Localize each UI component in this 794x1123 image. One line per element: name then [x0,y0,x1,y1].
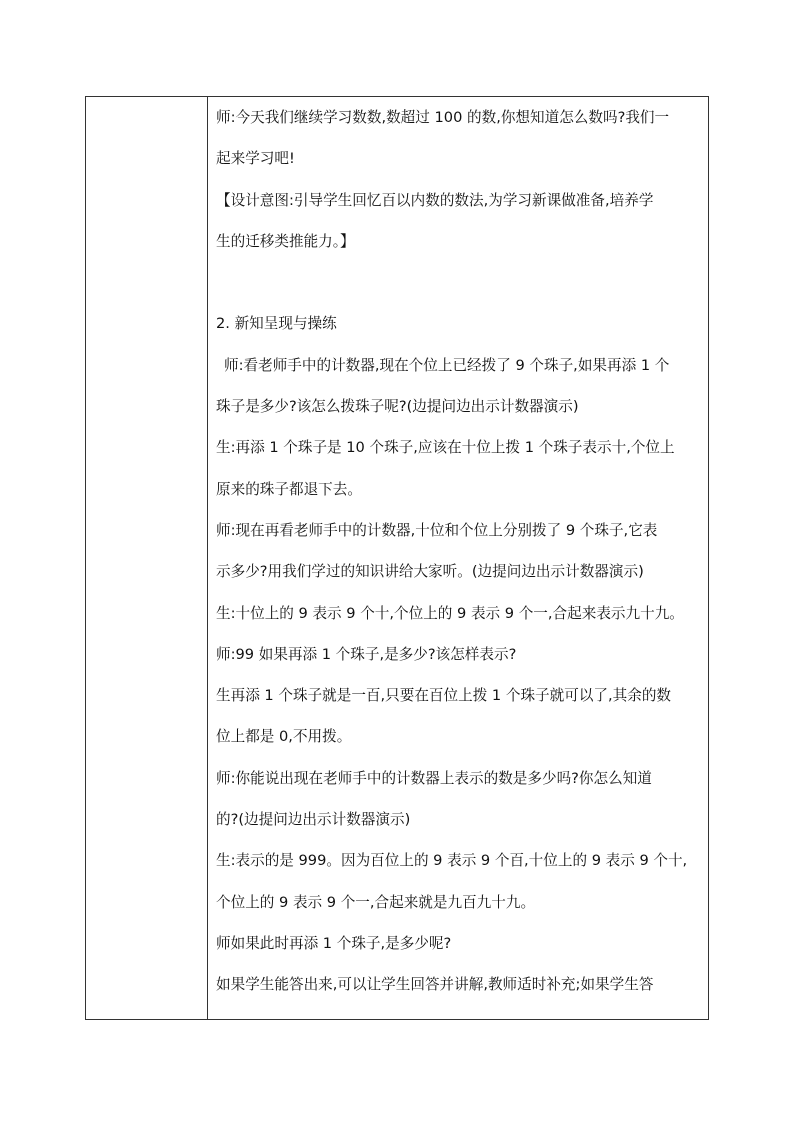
section-heading: 2. 新知呈现与操练 [216,315,337,333]
text-line: 起来学习吧! [216,150,295,168]
lesson-content [208,97,708,1006]
text-line: 师如果此时再添 1 个珠子,是多少呢? [216,934,452,952]
lesson-plan-table [85,96,709,1020]
text-line: 师:99 如果再添 1 个珠子,是多少?该怎样表示? [216,645,517,663]
text-line: 原来的珠子都退下去。 [216,480,362,498]
blank-line [216,262,708,303]
text-line: 的?(边提问边出示计数器演示) [216,811,411,829]
table-row [86,97,709,1020]
text-line: 师:今天我们继续学习数数,数超过 100 的数,你想知道怎么数吗?我们一 [216,109,670,126]
text-line: 生:表示的是 999。因为百位上的 9 表示 9 个百,十位上的 9 表示 9 个十, [216,852,688,870]
text-line: 珠子是多少?该怎么拨珠子呢?(边提问边出示计数器演示) [216,398,579,416]
text-line: 生:十位上的 9 表示 9 个十,个位上的 9 表示 9 个一,合起来表示九十九。 [216,604,684,622]
text-line: 师:现在再看老师手中的计数器,十位和个位上分别拨了 9 个珠子,它表 [216,521,658,539]
text-line: 示多少?用我们学过的知识讲给大家听。(边提问边出示计数器演示) [216,563,644,581]
right-column-cell [208,97,709,1020]
text-line: 如果学生能答出来,可以让学生回答并讲解,教师适时补充;如果学生答 [216,976,654,994]
text-line: 生的迁移类推能力。】 [216,232,355,250]
text-line: 生:再添 1 个珠子是 10 个珠子,应该在十位上拨 1 个珠子表示十,个位上 [216,439,675,457]
text-line: 生再添 1 个珠子就是一百,只要在百位上拨 1 个珠子就可以了,其余的数 [216,687,672,705]
text-line: 师:看老师手中的计数器,现在个位上已经拨了 9 个珠子,如果再添 1 个 [224,356,670,374]
text-line: 师:你能说出现在老师手中的计数器上表示的数是多少吗?你怎么知道 [216,769,652,787]
text-line: 位上都是 0,不用拨。 [216,728,352,746]
left-column-cell [86,97,208,1020]
text-line: 【设计意图:引导学生回忆百以内数的数法,为学习新课做准备,培养学 [216,191,654,209]
text-line: 个位上的 9 表示 9 个一,合起来就是九百九十九。 [216,893,536,911]
